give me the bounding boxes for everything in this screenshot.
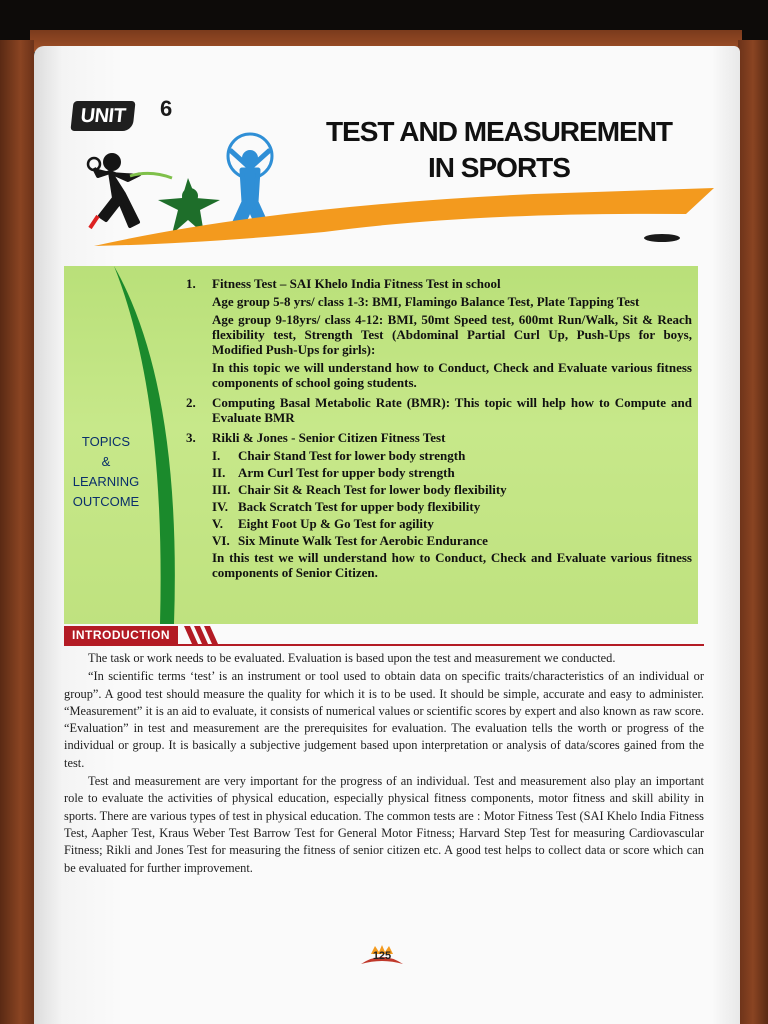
introduction-heading xyxy=(64,624,264,646)
sub-item-numeral: V. xyxy=(212,516,223,531)
unit-label: UNIT xyxy=(79,105,127,127)
unit-number: 6 xyxy=(160,96,173,121)
table-edge-left xyxy=(0,40,34,1024)
swoosh-shadow-dot xyxy=(644,234,680,242)
topic-number: 2. xyxy=(186,395,196,410)
topics-label-line: & xyxy=(101,454,111,469)
topic-heading: Rikli & Jones - Senior Citizen Fitness Test xyxy=(212,430,446,445)
topic-paragraph: In this topic we will understand how to Conduct, Check and Evaluate various fitness components of school going students. xyxy=(212,360,692,390)
topic-item-2 xyxy=(186,395,692,428)
body-paragraph: “In scientific terms ‘test’ is an instrument or tool used to obtain data on specific traits/characteristics of an individual or group”. A good test should measure the quality for which it is to be used. It should be simple, accurate and easy to administer. “Measurement” it is an aid to evaluate, it consists of numerical values or scientific scores by expert and also known as raw score. “Evaluation” in test and measurement are the prerequisites for evaluation. The evaluation tells the worth or progress of the individual or group. It is basically a subjective judgement based upon interpretation or analysis of data/scores gained from the test. xyxy=(64,669,704,770)
topic-paragraph: In this test we will understand how to Conduct, Check and Evaluate various fitness components of Senior Citizen. xyxy=(212,550,692,580)
sub-item-text: Chair Sit & Reach Test for lower body flexibility xyxy=(238,482,507,497)
topic-list xyxy=(186,276,692,585)
sub-item xyxy=(212,516,692,531)
topic-number: 3. xyxy=(186,430,196,445)
topic-paragraph: Age group 9-18yrs/ class 4-12: BMI, 50mt Speed test, 600mt Run/Walk, Sit & Reach flexibility test, Strength Test (Abdominal Partial Curl Up, Push-Ups for boys, Modified Push-Ups for girls): xyxy=(212,312,692,357)
topics-label-line: LEARNING xyxy=(72,474,140,489)
topics-label-line: TOPICS xyxy=(81,434,131,449)
body-paragraph: Test and measurement are very important for the progress of an individual. Test and measurement also play an important role to evaluate the activities of physical education, especially physical fitness components, motor fitness and skill ability in sports. There are various types of test in physical education. The common tests are : Motor Fitness Test (SAI Khelo India Fitness Test, Aapher Test, Kraus Weber Test Barrow Test for General Motor Fitness; Harvard Step Test for measuring Cardiovascular Fitness; Rikli and Jones Test for measuring the fitness of senior citizen etc. A good test helps to collect data or score which can be evaluated for further improvement. xyxy=(64,774,704,875)
introduction-label: INTRODUCTION xyxy=(64,626,178,644)
title-line-2: IN SPORTS xyxy=(428,152,570,183)
topic-paragraph: Age group 5-8 yrs/ class 1-3: BMI, Flamingo Balance Test, Plate Tapping Test xyxy=(212,294,640,309)
orange-swoosh-banner xyxy=(74,176,714,256)
topic-item-3 xyxy=(186,430,692,583)
table-edge-right xyxy=(738,40,768,1024)
topic-number: 1. xyxy=(186,276,196,291)
topic-heading: Fitness Test – SAI Khelo India Fitness Test in school xyxy=(212,276,501,291)
introduction-rule xyxy=(64,644,704,646)
page-number-badge xyxy=(359,944,405,970)
sub-item-numeral: I. xyxy=(212,448,221,463)
sub-item-text: Arm Curl Test for upper body strength xyxy=(238,465,455,480)
book-page xyxy=(34,46,740,1024)
topics-label-line: OUTCOME xyxy=(72,494,140,509)
sub-item-numeral: VI. xyxy=(212,533,230,548)
sub-item-numeral: III. xyxy=(212,482,231,497)
body-paragraph: The task or work needs to be evaluated. Evaluation is based upon the test and measurement we conducted. xyxy=(88,651,616,665)
sub-item-text: Chair Stand Test for lower body strength xyxy=(238,448,466,463)
sub-item-numeral: II. xyxy=(212,465,226,480)
topics-label xyxy=(66,432,146,512)
sub-item-text: Six Minute Walk Test for Aerobic Endurance xyxy=(238,533,488,548)
stripes-icon xyxy=(184,626,224,644)
sub-item-text: Eight Foot Up & Go Test for agility xyxy=(238,516,434,531)
sub-item xyxy=(212,465,692,480)
sub-item xyxy=(212,533,692,548)
topic-item-1 xyxy=(186,276,692,393)
sub-item xyxy=(212,482,692,497)
sub-item-text: Back Scratch Test for upper body flexibility xyxy=(238,499,481,514)
sub-item xyxy=(212,448,692,463)
sub-item-numeral: IV. xyxy=(212,499,229,514)
topics-learning-outcome-box xyxy=(64,266,698,624)
black-figure-head xyxy=(103,153,121,171)
topic-paragraph: Computing Basal Metabolic Rate (BMR): This topic will help how to Compute and Evaluate BMR xyxy=(212,395,692,425)
title-line-1: TEST AND MEASUREMENT xyxy=(325,116,673,147)
page-number: 125 xyxy=(372,950,392,962)
introduction-body xyxy=(64,650,704,878)
sub-item xyxy=(212,499,692,514)
